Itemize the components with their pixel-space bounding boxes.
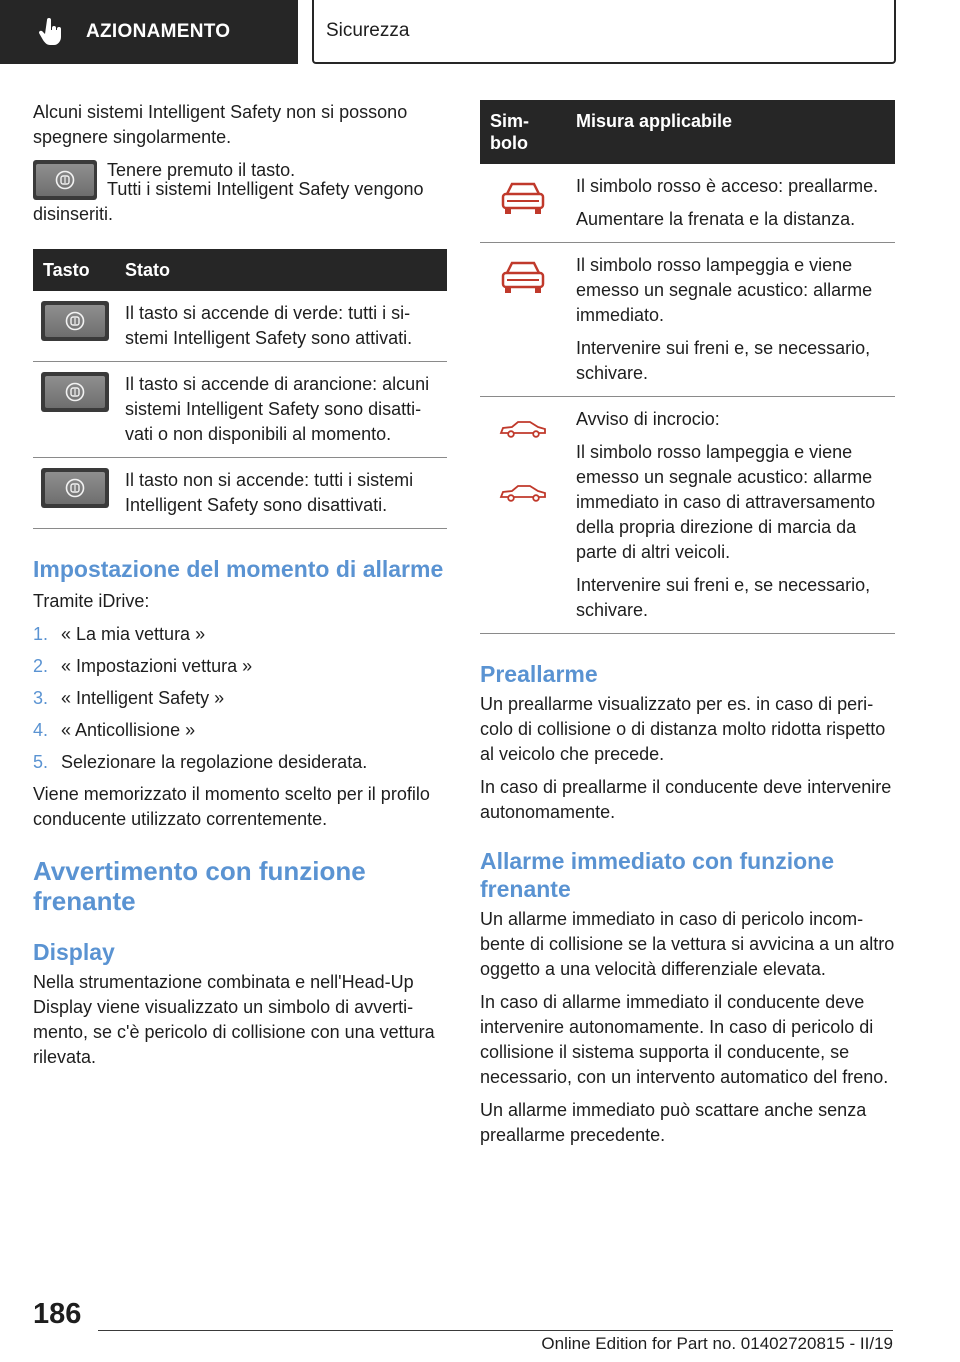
footer-divider — [98, 1330, 893, 1331]
key-state-table — [33, 249, 447, 529]
prealarm-text-2: In caso di preallarme il conducente deve intervenire autonomamente. — [480, 777, 892, 822]
car-side-crossing-icon — [498, 419, 548, 439]
intelligent-safety-icon — [65, 311, 85, 331]
symbol-table — [480, 100, 895, 634]
intelligent-safety-icon — [65, 478, 85, 498]
car-front-warning-icon — [499, 180, 547, 220]
measure-cell: Avviso di incrocio: Il simbolo rosso lampeggia e viene emesso un segnale acustico: allarme immediato in caso di attraversamento della propria direzione di marcia da parte di altri veicoli. Intervenire sui freni e, se necessario, schivare. — [566, 397, 895, 634]
section-tab — [0, 0, 298, 64]
section-title: AZIONAMENTO — [86, 21, 231, 42]
disable-result: Tutti i sistemi Intelligent Safety vengono disinseriti. — [33, 179, 424, 224]
key-icon-off — [41, 468, 109, 508]
list-item: 3. « Intelligent Safety » — [33, 688, 225, 708]
immediate-text-2: In caso di allarme immediato il conducente deve intervenire autonomamente. In caso di pericolo di collisione il sistema supporta il conducente, se necessario, con un intervento automatico del freno. — [480, 992, 889, 1087]
immediate-alarm-heading: Allarme immediato con funzione frenante — [480, 848, 834, 902]
state-text: Il tasto non si accende: tutti i sistemi Intelligent Safety sono disattivati. — [115, 458, 447, 529]
table-row — [33, 362, 447, 458]
col-header-key: Tasto — [33, 249, 115, 291]
car-front-warning-icon — [499, 259, 547, 299]
car-side-crossing-icon — [498, 483, 548, 503]
col-header-symbol: Simbolo — [480, 100, 566, 164]
prealarm-heading: Preallarme — [480, 661, 598, 687]
measure-cell: Il simbolo rosso è acceso: preallarme. Aumentare la frenata e la distanza. — [566, 164, 895, 243]
intro-text: Alcuni sistemi Intelligent Safety non si possono spegnere singolarmente. — [33, 102, 408, 147]
list-item: 1. « La mia vettura » — [33, 624, 206, 644]
table-row — [33, 458, 447, 529]
hand-pointer-icon — [38, 18, 64, 46]
key-icon-active — [41, 301, 109, 341]
intelligent-safety-icon — [65, 382, 85, 402]
chapter-title: Sicurezza — [326, 20, 410, 41]
immediate-text-1: Un allarme immediato in caso di pericolo incombente di collisione se la vettura si avvicina a un altro oggetto a una velocità differenziale elevata. — [480, 909, 895, 979]
list-item: 5. Selezionare la regolazione desiderata. — [33, 752, 368, 772]
table-row — [480, 397, 895, 634]
warning-heading: Avvertimento con funzione frenante — [33, 856, 366, 916]
idrive-steps — [33, 622, 447, 775]
list-item: 2. « Impostazioni vettura » — [33, 656, 253, 676]
alarm-time-heading: Impostazione del momento di allarme — [33, 556, 444, 582]
idrive-intro: Tramite iDrive: — [33, 591, 150, 611]
intelligent-safety-key — [33, 160, 97, 200]
display-heading: Display — [33, 939, 115, 965]
page-number: 186 — [33, 1298, 82, 1330]
list-item: 4. « Anticollisione » — [33, 720, 196, 740]
table-row — [480, 164, 895, 243]
table-row — [33, 291, 447, 362]
immediate-text-3: Un allarme immediato può scattare anche senza preallarme precedente. — [480, 1100, 867, 1145]
hold-instruction: Tenere premuto il tasto. — [107, 160, 296, 180]
chapter-tab — [312, 0, 896, 64]
stored-note: Viene memorizzato il momento scelto per il profilo conducente utilizzato correntemente. — [33, 784, 430, 829]
left-column — [33, 100, 447, 1078]
col-header-state: Stato — [115, 249, 447, 291]
display-text: Nella strumentazione combinata e nell'Head-Up Display viene visualizzato un simbolo di avvertimento, se c'è pericolo di collisione con una vettura rilevata. — [33, 972, 435, 1067]
right-column — [480, 100, 895, 1156]
intelligent-safety-icon — [55, 170, 75, 190]
col-header-measure: Misura applicabile — [566, 100, 895, 164]
edition-text: Online Edition for Part no. 01402720815 - II/19 — [541, 1334, 893, 1353]
measure-cell: Il simbolo rosso lampeggia e viene emesso un segnale acustico: allarme immediato. Intervenire sui freni e, se necessario, schivare. — [566, 243, 895, 397]
state-text: Il tasto si accende di verde: tutti i sistemi Intelligent Safety sono attivati. — [115, 291, 447, 362]
state-text: Il tasto si accende di arancione: alcuni sistemi Intelligent Safety sono disattivati o non disponibili al momento. — [115, 362, 447, 458]
table-row — [480, 243, 895, 397]
key-icon-partial — [41, 372, 109, 412]
prealarm-text-1: Un preallarme visualizzato per es. in caso di pericolo di collisione o di distanza molto ridotta rispetto al veicolo che precede. — [480, 694, 886, 764]
